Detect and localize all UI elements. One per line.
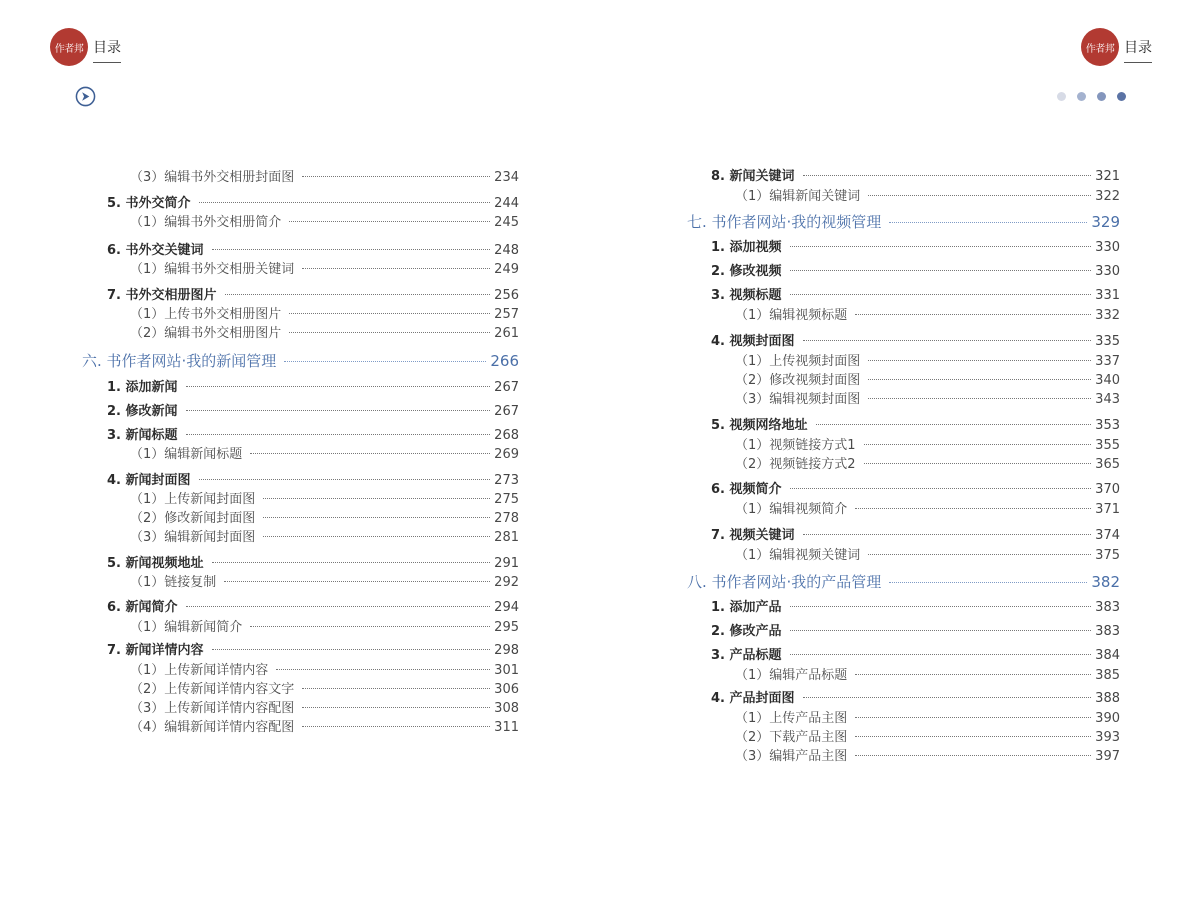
toc-page-number: 275 <box>494 492 519 507</box>
toc-entry-title: 七. 书作者网站·我的视频管理 <box>687 213 882 231</box>
toc-page-number: 294 <box>494 600 519 615</box>
toc-dot-leader <box>790 488 1092 489</box>
toc-entry-title: （1）上传新闻封面图 <box>130 492 256 507</box>
toc-entry-title: 1. 添加视频 <box>711 240 782 255</box>
toc-entry-title: 8. 新闻关键词 <box>711 169 795 184</box>
toc-page-number: 268 <box>494 428 519 443</box>
toc-entry-title: （2）修改新闻封面图 <box>130 511 256 526</box>
toc-entry-title: （1）编辑视频关键词 <box>735 548 861 563</box>
toc-page-number: 330 <box>1095 264 1120 279</box>
toc-dot-leader <box>855 674 1091 675</box>
toc-dot-leader <box>868 398 1091 399</box>
toc-dot-leader <box>803 340 1092 341</box>
toc-entry-title: （1）编辑新闻标题 <box>130 447 243 462</box>
toc-page-number: 295 <box>494 620 519 635</box>
toc-dot-leader <box>855 755 1091 756</box>
toc-entry-title: （2）编辑书外交相册图片 <box>130 326 282 341</box>
toc-page-number: 375 <box>1095 548 1120 563</box>
toc-page-number: 329 <box>1091 213 1120 231</box>
toc-entry-title: （1）上传产品主图 <box>735 711 848 726</box>
toc-page-number: 385 <box>1095 668 1120 683</box>
toc-page-number: 330 <box>1095 240 1120 255</box>
toc-entry[interactable] <box>735 729 1120 747</box>
toc-entry-title: 5. 书外交简介 <box>107 196 191 211</box>
toc-entry[interactable] <box>711 287 1120 305</box>
toc-page-number: 365 <box>1095 457 1120 472</box>
toc-page-number: 291 <box>494 556 519 571</box>
toc-entry-title: 3. 产品标题 <box>711 648 782 663</box>
toc-page-number: 273 <box>494 473 519 488</box>
toc-page-number: 322 <box>1095 189 1120 204</box>
toc-entry[interactable] <box>735 710 1120 728</box>
toc-page-number: 331 <box>1095 288 1120 303</box>
toc-entry[interactable] <box>735 372 1120 390</box>
toc-page-number: 390 <box>1095 711 1120 726</box>
toc-entry[interactable] <box>711 168 1120 186</box>
toc-page-number: 382 <box>1091 573 1120 591</box>
toc-entry-title: （3）编辑产品主图 <box>735 749 848 764</box>
toc-entry[interactable] <box>711 417 1120 435</box>
toc-section-heading[interactable] <box>687 573 1120 591</box>
toc-dot-leader <box>790 246 1092 247</box>
toc-page-number: 340 <box>1095 373 1120 388</box>
toc-entry[interactable] <box>735 748 1120 766</box>
toc-entry-title: （1）编辑视频简介 <box>735 502 848 517</box>
logo-text: 作者邦 <box>54 43 84 55</box>
toc-entry-title: （4）编辑新闻详情内容配图 <box>130 720 295 735</box>
toc-page-number: 337 <box>1095 354 1120 369</box>
toc-page-number: 266 <box>490 352 519 370</box>
toc-entry-title: （1）视频链接方式1 <box>735 438 856 453</box>
toc-entry-title: 4. 视频封面图 <box>711 334 795 349</box>
toc-page-number: 292 <box>494 575 519 590</box>
toc-entry-title: 2. 修改视频 <box>711 264 782 279</box>
toc-entry[interactable] <box>711 481 1120 499</box>
toc-entry-title: 4. 产品封面图 <box>711 691 795 706</box>
toc-dot-leader <box>803 697 1092 698</box>
toc-entry[interactable] <box>735 353 1120 371</box>
toc-page-number: 267 <box>494 380 519 395</box>
toc-page-number: 261 <box>494 326 519 341</box>
toc-entry[interactable] <box>735 188 1120 206</box>
toc-entry-title: （1）编辑新闻简介 <box>130 620 243 635</box>
toc-dot-leader <box>868 554 1091 555</box>
toc-dot-leader <box>868 379 1091 380</box>
toc-dot-leader <box>790 270 1092 271</box>
toc-entry[interactable] <box>735 391 1120 409</box>
page-title: 目录 <box>93 37 121 63</box>
toc-entry-title: 六. 书作者网站·我的新闻管理 <box>82 352 277 370</box>
toc-page-number: 374 <box>1095 528 1120 543</box>
toc-page-number: 383 <box>1095 600 1120 615</box>
toc-dot-leader <box>790 630 1092 631</box>
toc-dot-leader <box>889 222 1087 223</box>
toc-entry-title: 4. 新闻封面图 <box>107 473 191 488</box>
toc-page-number: 248 <box>494 243 519 258</box>
toc-page-number: 245 <box>494 215 519 230</box>
toc-page-number: 244 <box>494 196 519 211</box>
toc-entry[interactable] <box>711 239 1120 257</box>
toc-entry[interactable] <box>711 647 1120 665</box>
toc-dot-leader <box>868 360 1091 361</box>
toc-page-number: 249 <box>494 262 519 277</box>
toc-entry-title: （2）下载产品主图 <box>735 730 848 745</box>
toc-dot-leader <box>803 175 1092 176</box>
toc-dot-leader <box>864 463 1092 464</box>
toc-dot-leader <box>889 582 1087 583</box>
toc-page-number: 355 <box>1095 438 1120 453</box>
toc-entry[interactable] <box>735 307 1120 325</box>
toc-entry-title: （2）修改视频封面图 <box>735 373 861 388</box>
toc-page-number: 371 <box>1095 502 1120 517</box>
toc-page-number: 257 <box>494 307 519 322</box>
toc-entry[interactable] <box>711 263 1120 281</box>
toc-entry-title: （1）编辑视频标题 <box>735 308 848 323</box>
toc-entry-title: 八. 书作者网站·我的产品管理 <box>687 573 882 591</box>
toc-page-number: 308 <box>494 701 519 716</box>
toc-entry-title: 2. 修改新闻 <box>107 404 178 419</box>
toc-entry-title: （1）上传书外交相册图片 <box>130 307 282 322</box>
toc-entry[interactable] <box>735 437 1120 455</box>
toc-page-number: 384 <box>1095 648 1120 663</box>
toc-entry-title: （2）视频链接方式2 <box>735 457 856 472</box>
page-title: 目录 <box>1124 37 1152 63</box>
toc-entry[interactable] <box>735 501 1120 519</box>
toc-page-number: 306 <box>494 682 519 697</box>
toc-page-number: 335 <box>1095 334 1120 349</box>
toc-entry-title: 5. 视频网络地址 <box>711 418 808 433</box>
toc-dot-leader <box>816 424 1092 425</box>
toc-page-number: 269 <box>494 447 519 462</box>
toc-page-number: 278 <box>494 511 519 526</box>
toc-entry[interactable] <box>735 667 1120 685</box>
toc-dot-leader <box>790 294 1092 295</box>
toc-entry-title: 7. 视频关键词 <box>711 528 795 543</box>
toc-page-number: 388 <box>1095 691 1120 706</box>
toc-entry[interactable] <box>711 599 1120 617</box>
toc-entry-title: 3. 视频标题 <box>711 288 782 303</box>
toc-page-number: 234 <box>494 170 519 185</box>
toc-dot-leader <box>864 444 1092 445</box>
toc-entry[interactable] <box>711 623 1120 641</box>
toc-page-number: 281 <box>494 530 519 545</box>
toc-entry-title: 1. 添加新闻 <box>107 380 178 395</box>
toc-section-heading[interactable] <box>687 213 1120 231</box>
toc-entry-title: 3. 新闻标题 <box>107 428 178 443</box>
toc-dot-leader <box>803 534 1092 535</box>
toc-entry-title: 6. 书外交关键词 <box>107 243 204 258</box>
toc-page-number: 301 <box>494 663 519 678</box>
toc-dot-leader <box>855 736 1091 737</box>
toc-entry-title: （1）上传视频封面图 <box>735 354 861 369</box>
toc-entry-title: （3）编辑视频封面图 <box>735 392 861 407</box>
toc-page-number: 311 <box>494 720 519 735</box>
toc-entry-title: （1）编辑书外交相册关键词 <box>130 262 295 277</box>
logo-text: 作者邦 <box>1085 43 1115 55</box>
toc-dot-leader <box>790 654 1092 655</box>
toc-page-number: 267 <box>494 404 519 419</box>
toc-entry-title: 6. 视频简介 <box>711 482 782 497</box>
toc-entry-title: 6. 新闻简介 <box>107 600 178 615</box>
toc-page-number: 298 <box>494 643 519 658</box>
toc-entry[interactable] <box>711 690 1120 708</box>
toc-page-number: 397 <box>1095 749 1120 764</box>
toc-page-number: 343 <box>1095 392 1120 407</box>
toc-dot-leader <box>868 195 1091 196</box>
toc-page-number: 321 <box>1095 169 1120 184</box>
toc-entry-title: （3）编辑新闻封面图 <box>130 530 256 545</box>
toc-dot-leader <box>855 717 1091 718</box>
toc-dot-leader <box>790 606 1092 607</box>
toc-entry-title: （1）上传新闻详情内容 <box>130 663 269 678</box>
toc-entry[interactable] <box>711 333 1120 351</box>
toc-entry-title: （1）编辑产品标题 <box>735 668 848 683</box>
toc-entry-title: （1）链接复制 <box>130 575 217 590</box>
toc-page-number: 393 <box>1095 730 1120 745</box>
toc-page-number: 353 <box>1095 418 1120 433</box>
toc-entry-title: 1. 添加产品 <box>711 600 782 615</box>
toc-page-number: 370 <box>1095 482 1120 497</box>
toc-entry[interactable] <box>711 527 1120 545</box>
toc-entry-title: 7. 书外交相册图片 <box>107 288 217 303</box>
toc-entry[interactable] <box>735 456 1120 474</box>
toc-entry-title: （1）编辑新闻关键词 <box>735 189 861 204</box>
toc-entry-title: 2. 修改产品 <box>711 624 782 639</box>
toc-entry-title: （1）编辑书外交相册简介 <box>130 215 282 230</box>
toc-dot-leader <box>855 508 1091 509</box>
toc-entry-title: 5. 新闻视频地址 <box>107 556 204 571</box>
toc-dot-leader <box>855 314 1091 315</box>
toc-entry-title: （3）上传新闻详情内容配图 <box>130 701 295 716</box>
toc-page-number: 256 <box>494 288 519 303</box>
toc-entry-title: 7. 新闻详情内容 <box>107 643 204 658</box>
toc-page-number: 332 <box>1095 308 1120 323</box>
toc-entry[interactable] <box>735 547 1120 565</box>
toc-page-number: 383 <box>1095 624 1120 639</box>
toc-entry-title: （2）上传新闻详情内容文字 <box>130 682 295 697</box>
toc-entry-title: （3）编辑书外交相册封面图 <box>130 170 295 185</box>
